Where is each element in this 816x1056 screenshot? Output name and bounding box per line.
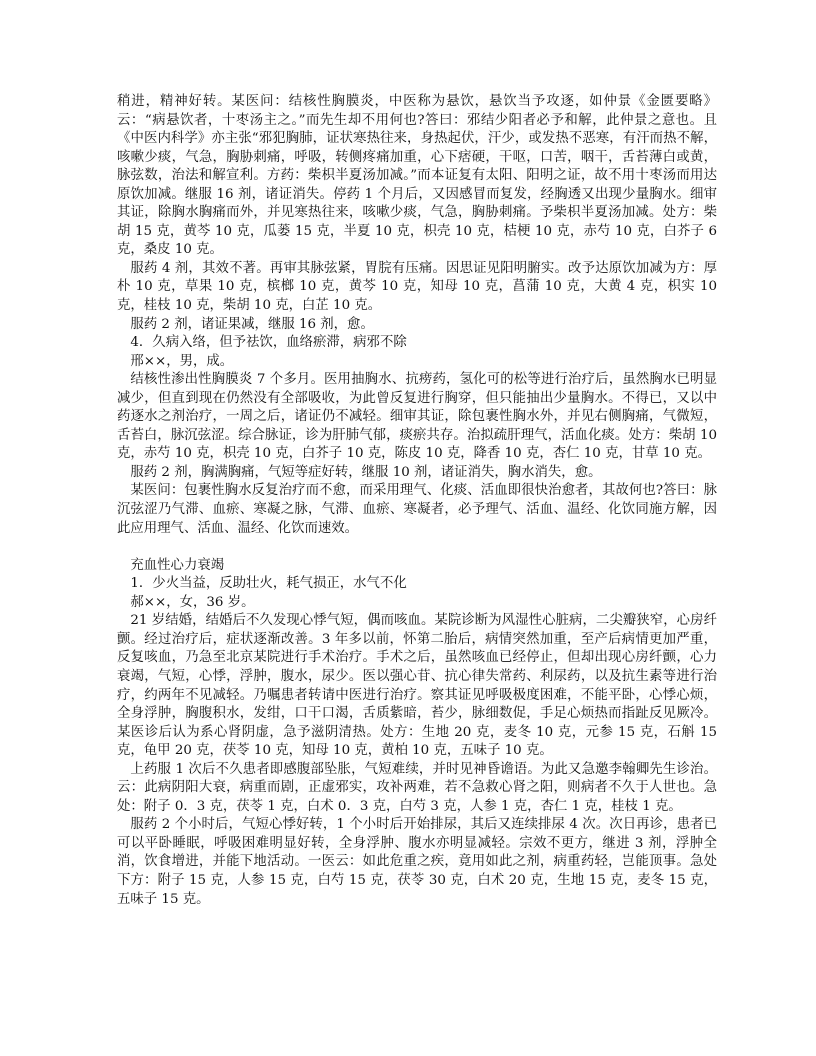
paragraph: 某医问：包裹性胸水反复治疗而不愈，而采用理气、化痰、活血即很快治愈者，其故何也?答曰：脉沉弦涩乃气滞、血瘀、寒凝之脉，气滞、血瘀、寒凝者，必予理气、活血、温经、化饮同施方解，因此应用理气、活血、温经、化饮而速效。: [117, 483, 717, 536]
paragraph: 稍进，精神好转。某医问：结核性胸膜炎，中医称为悬饮，悬饮当予攻逐，如仲景《金匮要略》云：“病悬饮者，十枣汤主之。”而先生却不用何也?答曰：邪结少阳者必予和解，此仲景之意也。且《中医内科学》亦主张“邪犯胸肺，证状寒热往来，身热起伏，汗少，或发热不恶寒，有汗而热不解，咳嗽少痰，气急，胸胁刺痛，呼吸，转侧疼痛加重，心下痞硬，干呕，口苦，咽干，舌苔薄白或黄，脉弦数，治法和解宣利。方药：柴枳半夏汤加减。”而本证复有太阳、阳明之证，故不用十枣汤而用达原饮加减。继服 16 剂，诸证消失。停药 1 个月后，又因感冒而复发，经胸透又出现少量胸水。细审其证，除胸水胸痛而外，并见寒热往来，咳嗽少痰，气急，胸胁刺痛。予柴枳半夏汤加减。处方：柴胡 15 克，黄芩 10 克，瓜蒌 15 克，半夏 10 克，枳壳 10 克，桔梗 10 克，赤芍 10 克，白芥子 6 克，桑皮 10 克。: [117, 94, 717, 258]
paragraph: 服药 2 个小时后，气短心悸好转，1 个小时后开始排尿，其后又连续排尿 4 次。次日再诊，患者已可以平卧睡眠，呼吸困难明显好转，全身浮肿、腹水亦明显减轻。宗效不更方，继进 3 剂，浮肿全消，饮食增进，并能下地活动。一医云：如此危重之疾，竟用如此之剂，病重药轻，岂能顶事。急处下方：附子 15 克，人参 15 克，白芍 15 克，茯苓 30 克，白术 20 克，生地 15 克，麦冬 15 克，五味子 15 克。: [117, 817, 717, 907]
paragraph: 服药 4 剂，其效不著。再审其脉弦紧，胃脘有压痛。因思证见阳明腑实。改予达原饮加减为方：厚朴 10 克，草果 10 克，槟榔 10 克，黄芩 10 克，知母 10 克，菖蒲 10 克，大黄 4 克，枳实 10 克，桂枝 10 克，柴胡 10 克，白芷 10 克。: [117, 260, 717, 314]
case-heading: 4．久病入络，但予祛饮，血络瘀滞，病邪不除: [130, 335, 407, 351]
paragraph: 上药服 1 次后不久患者即感腹部坠胀，气短难续，并时见神昏谵语。为此又急邀李翰卿先生诊治。云：此病阴阳大衰，病重而剧，正虚邪实，攻补两难，若不急救心肾之阳，则病者不久于人世也。急处：附子 0．3 克，茯苓 1 克，白术 0．3 克，白芍 3 克，人参 1 克，杏仁 1 克，桂枝 1 克。: [117, 761, 717, 814]
section-spacer: [117, 538, 717, 557]
patient-info: 郝××，女，36 岁。: [130, 594, 255, 610]
case-heading: 1．少火当益，反助壮火，耗气损正，水气不化: [130, 576, 407, 592]
document-page: [117, 93, 717, 909]
paragraph: 21 岁结婚，结婚后不久发现心悸气短，偶而咳血。某院诊断为风湿性心脏病，二尖瓣狭窄，心房纤颤。经过治疗后，症状逐渐改善。3 年多以前，怀第二胎后，病情突然加重，至产后病情更加严重，反复咳血，乃急至北京某院进行手术治疗。手术之后，虽然咳血已经停止，但却出现心房纤颤，心力衰竭，气短，心悸，浮肿，腹水，尿少。医以强心苷、抗心律失常药、利尿药，以及抗生素等进行治疗，约两年不见减轻。乃嘱患者转请中医进行治疗。察其证见呼吸极度困难，不能平卧，心悸心烦，全身浮肿，胸腹积水，发绀，口干口渴，舌质紫暗，苔少，脉细数促，手足心烦热而指趾反见厥冷。某医诊后认为系心肾阴虚，急予滋阴清热。处方：生地 20 克，麦冬 10 克，元参 15 克，石斛 15 克，龟甲 20 克，茯苓 10 克，知母 10 克，黄柏 10 克，五味子 10 克。: [117, 613, 717, 759]
patient-info: 邢××，男，成。: [130, 353, 234, 369]
paragraph: 服药 2 剂，胸满胸痛，气短等症好转，继服 10 剂，诸证消失，胸水消失，愈。: [130, 464, 602, 480]
section-heading: 充血性心力衰竭: [130, 557, 225, 573]
paragraph: 服药 2 剂，诸证果减，继服 16 剂，愈。: [130, 316, 374, 332]
paragraph: 结核性渗出性胸膜炎 7 个多月。医用抽胸水、抗痨药，氢化可的松等进行治疗后，虽然胸水已明显减少，但直到现在仍然没有全部吸收，为此曾反复进行胸穿，但只能抽出少量胸水。不得已，又以中药逐水之剂治疗，一周之后，诸证仍不减轻。细审其证，除包裹性胸水外，并见右侧胸痛，气微短，舌苔白，脉沉弦涩。综合脉证，诊为肝肺气郁，痰瘀共存。治拟疏肝理气，活血化痰。处方：柴胡 10 克，赤芍 10 克，枳壳 10 克，白芥子 10 克，陈皮 10 克，降香 10 克，杏仁 10 克，甘草 10 克。: [117, 372, 717, 462]
